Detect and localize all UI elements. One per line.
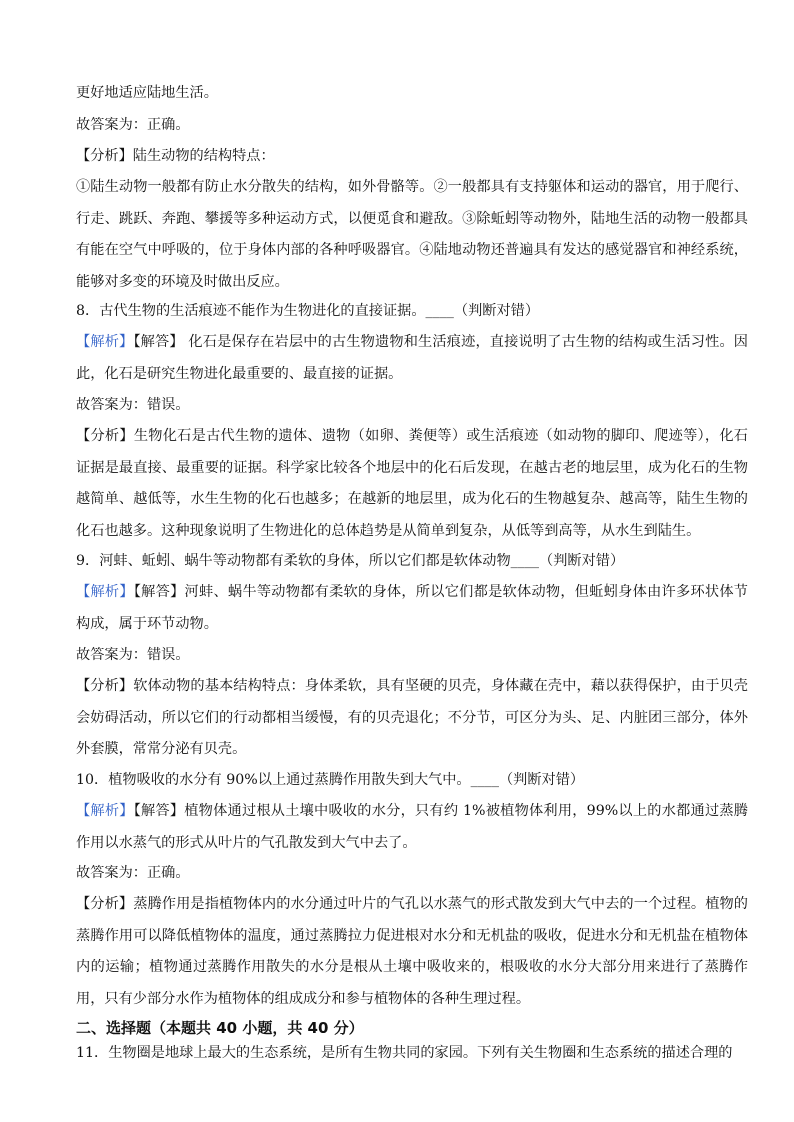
question-8-analysis: 【分析】生物化石是古代生物的遗体、遗物（如卵、粪便等）或生活痕迹（如动物的脚印、爬迹等），化石证据是最直接、最重要的证据。科学家比较各个地层中的化石后发现，在越古老的地层里，成为化石的生物越简单、越低等，水生生物的化石也越多；在越新的地层里，成为化石的生物越复杂、越高等，陆生生物的化石也越多。这种现象说明了生物进化的总体趋势是从简单到复杂，从低等到高等，从水生到陆生。 [76,428,748,539]
question-10-solution [76,796,748,859]
question-10-answer: 故答案为：正确。 [76,865,190,881]
question-9-analysis: 【分析】软体动物的基本结构特点：身体柔软，具有坚硬的贝壳，身体藏在壳中，藉以获得保护，由于贝壳会妨碍活动，所以它们的行动都相当缓慢，有的贝壳退化；不分节，可区分为头、足、内脏团三部分，体外外套膜，常常分泌有贝壳。 [76,678,748,757]
question-8: 8．古代生物的生活痕迹不能作为生物进化的直接证据。____（判断对错） [76,303,540,319]
solution-text: 【解答】河蚌、蜗牛等动物都有柔软的身体，所以它们都是软体动物，但蚯蚓身体由许多环状体节构成，属于环节动物。 [76,584,748,632]
question-9-answer: 故答案为：错误。 [76,647,190,663]
question-8-solution [76,327,748,390]
question-9: 9．河蚌、蚯蚓、蜗牛等动物都有柔软的身体，所以它们都是软体动物____（判断对错） [76,553,625,569]
solution-tag: 【解析】 [76,584,134,600]
solution-text: 【解答】植物体通过根从土壤中吸收的水分，只有约 1%被植物体利用，99%以上的水都通过蒸腾作用以水蒸气的形式从叶片的气孔散发到大气中去了。 [76,803,748,851]
solution-tag: 【解析】 [76,334,134,350]
analysis-heading-line: 【分析】陆生动物的结构特点： [76,148,275,164]
paragraph-continuation: 更好地适应陆地生活。 [76,85,218,101]
analysis-paragraph: ①陆生动物一般都有防止水分散失的结构，如外骨骼等。②一般都具有支持躯体和运动的器官，用于爬行、行走、跳跃、奔跑、攀援等多种运动方式，以便觅食和避敌。③除蚯蚓等动物外，陆地生活的动物一般都具有能在空气中呼吸的，位于身体内部的各种呼吸器官。④陆地动物还普遍具有发达的感觉器官和神经系统，能够对多变的环境及时做出反应。 [76,179,748,290]
question-8-answer: 故答案为：错误。 [76,397,190,413]
question-10-analysis: 【分析】蒸腾作用是指植物体内的水分通过叶片的气孔以水蒸气的形式散发到大气中去的一个过程。植物的蒸腾作用可以降低植物体的温度，通过蒸腾拉力促进根对水分和无机盐的吸收，促进水分和无机盐在植物体内的运输；植物通过蒸腾作用散失的水分是根从土壤中吸收来的，根吸收的水分大部分用来进行了蒸腾作用，只有少部分水作为植物体的组成成分和参与植物体的各种生理过程。 [76,896,748,1007]
question-10: 10．植物吸收的水分有 90%以上通过蒸腾作用散失到大气中。____（判断对错） [76,772,585,788]
section-heading: 二、选择题（本题共 40 小题，共 40 分） [76,1019,364,1037]
answer-line: 故答案为：正确。 [76,117,190,133]
question-11: 11．生物圈是地球上最大的生态系统，是所有生物共同的家园。下列有关生物圈和生态系统的描述合理的 [76,1045,733,1061]
solution-text: 【解答】 化石是保存在岩层中的古生物遗物和生活痕迹，直接说明了古生物的结构或生活习性。因此，化石是研究生物进化最重要的、最直接的证据。 [76,334,748,382]
question-9-solution [76,577,748,640]
solution-tag: 【解析】 [76,803,134,819]
